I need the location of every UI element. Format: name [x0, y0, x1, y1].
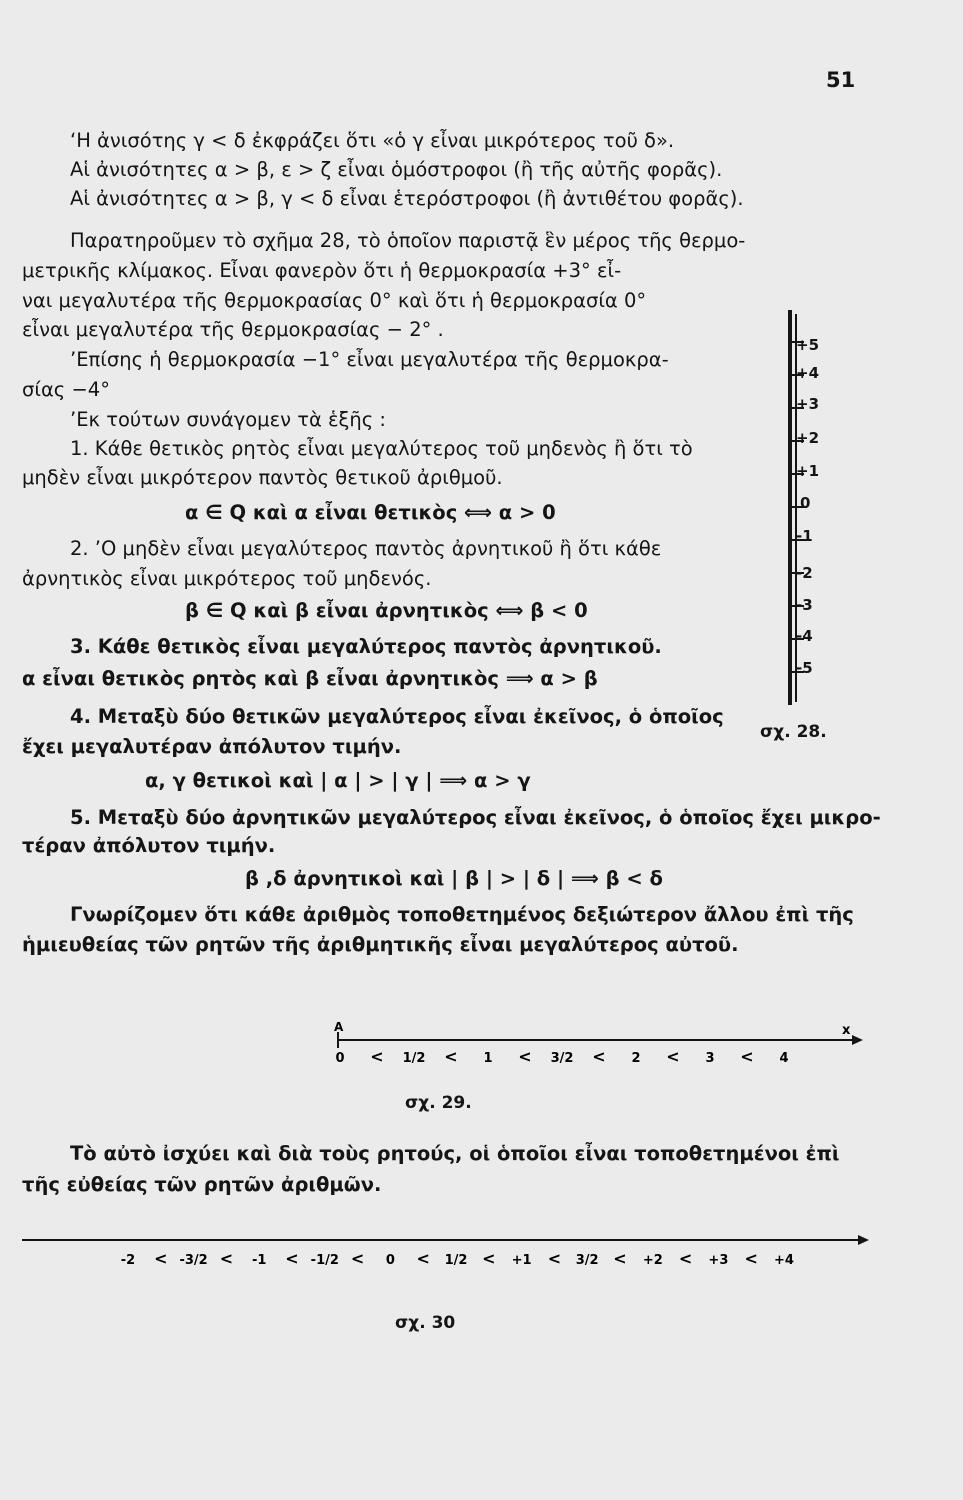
less-than-sign: < [444, 1047, 458, 1066]
formula-line: β ∈ Q καὶ β εἶναι ἀρνητικὸς ⟺ β < 0 [185, 599, 588, 622]
number-label: 3 [705, 1051, 715, 1066]
text-line: μηδὲν εἶναι μικρότερον παντὸς θετικοῦ ἀριθμοῦ. [22, 466, 503, 489]
page-number: 51 [826, 68, 856, 92]
text-line: ’Εκ τούτων συνάγομεν τὰ ἑξῆς : [70, 408, 386, 431]
number-label: -3/2 [179, 1253, 208, 1268]
rational-line-figure [22, 1228, 870, 1278]
less-than-sign: < [547, 1249, 562, 1268]
number-label: 1/2 [444, 1253, 468, 1268]
less-than-sign: < [350, 1249, 365, 1268]
number-label: -2 [120, 1253, 136, 1268]
text-line: ναι μεγαλυτέρα τῆς θερμοκρασίας 0° καὶ ὅτι ἡ θερμοκρασία 0° [22, 289, 647, 312]
figure-caption: σχ. 28. [760, 722, 827, 742]
thermometer-label: -2 [796, 564, 813, 582]
text-line: ‘Η ἀνισότης γ < δ ἐκφράζει ὅτι «ὁ γ εἶναι μικρότερος τοῦ δ». [70, 129, 675, 152]
number-label: -1 [251, 1253, 267, 1268]
thermometer-label: +4 [796, 364, 820, 382]
less-than-sign: < [482, 1249, 496, 1268]
half-line-figure [330, 1022, 865, 1072]
text-line: 1. Κάθε θετικὸς ρητὸς εἶναι μεγαλύτερος τοῦ μηδενὸς ἢ ὅτι τὸ [70, 437, 693, 460]
thermometer-label: +5 [796, 336, 820, 354]
text-line: σίας −4° [22, 378, 110, 401]
figure-caption: σχ. 30 [395, 1313, 456, 1333]
number-label: 1 [483, 1051, 493, 1066]
formula-line: α, γ θετικοὶ καὶ | α | > | γ | ⟹ α > γ [145, 769, 531, 792]
text-line: Αἱ ἀνισότητες α > β, γ < δ εἶναι ἑτερόστροφοι (ἢ ἀντιθέτου φορᾶς). [70, 187, 744, 210]
less-than-sign: < [285, 1249, 299, 1268]
number-label: 3/2 [575, 1253, 599, 1268]
less-than-sign: < [518, 1047, 532, 1066]
arrow-right-icon [858, 1235, 869, 1245]
text-line: μετρικῆς κλίμακος. Εἶναι φανερὸν ὅτι ἡ θερμοκρασία +3° εἶ- [22, 259, 622, 282]
less-than-sign: < [678, 1249, 693, 1268]
thermometer-label: -1 [796, 527, 813, 545]
text-line: 5. Μεταξὺ δύο ἀρνητικῶν μεγαλύτερος εἶναι ἐκεῖνος, ὁ ὁποῖος ἔχει μικρο- [70, 806, 881, 829]
arrow-right-icon [852, 1035, 863, 1045]
text-line: Τὸ αὐτὸ ἰσχύει καὶ διὰ τοὺς ρητούς, οἱ ὁποῖοι εἶναι τοποθετημένοι ἐπὶ [70, 1142, 840, 1165]
formula-line: β ,δ ἀρνητικοὶ καὶ | β | > | δ | ⟹ β < δ [245, 867, 663, 890]
text-line: ἡμιευθείας τῶν ρητῶν τῆς ἀριθμητικῆς εἶναι μεγαλύτερος αὐτοῦ. [22, 933, 739, 956]
text-line: ἔχει μεγαλυτέραν ἀπόλυτον τιμήν. [22, 735, 402, 758]
thermometer-label: +3 [796, 395, 820, 413]
number-label: +3 [708, 1253, 729, 1268]
text-line: ἀρνητικὸς εἶναι μικρότερος τοῦ μηδενός. [22, 567, 432, 590]
number-label: 0 [335, 1051, 345, 1066]
less-than-sign: < [154, 1249, 168, 1268]
thermometer-tube [788, 310, 792, 705]
text-line: Αἱ ἀνισότητες α > β, ε > ζ εἶναι ὁμόστροφοι (ἢ τῆς αὐτῆς φορᾶς). [70, 158, 723, 181]
text-line: Γνωρίζομεν ὅτι κάθε ἀριθμὸς τοποθετημένος δεξιώτερον ἄλλου ἐπὶ τῆς [70, 903, 854, 926]
less-than-sign: < [740, 1047, 754, 1066]
text-line: 4. Μεταξὺ δύο θετικῶν μεγαλύτερος εἶναι ἐκεῖνος, ὁ ὁποῖος [70, 705, 724, 728]
end-label: x [842, 1023, 851, 1038]
text-line: 2. ’Ο μηδὲν εἶναι μεγαλύτερος παντὸς ἀρνητικοῦ ἢ ὅτι κάθε [70, 537, 662, 560]
number-label: 1/2 [402, 1051, 426, 1066]
number-label: +2 [642, 1253, 663, 1268]
number-label: +1 [511, 1253, 532, 1268]
thermometer-label: +2 [796, 429, 820, 447]
less-than-sign: < [592, 1047, 606, 1066]
text-line: εἶναι μεγαλυτέρα τῆς θερμοκρασίας − 2° . [22, 318, 444, 341]
less-than-sign: < [744, 1249, 758, 1268]
less-than-sign: < [219, 1249, 234, 1268]
number-label: +4 [774, 1253, 794, 1268]
number-label: 2 [631, 1051, 641, 1066]
origin-label: A [334, 1020, 344, 1034]
less-than-sign: < [370, 1047, 384, 1066]
less-than-sign: < [666, 1047, 680, 1066]
text-line: τῆς εὐθείας τῶν ρητῶν ἀριθμῶν. [22, 1173, 382, 1196]
number-label: 3/2 [550, 1051, 574, 1066]
text-line: τέραν ἀπόλυτον τιμήν. [22, 834, 276, 857]
number-label: 0 [385, 1253, 395, 1268]
thermometer-label: 0 [800, 494, 811, 512]
text-line: Παρατηροῦμεν τὸ σχῆμα 28, τὸ ὁποῖον παριστᾷ ἓν μέρος τῆς θερμο- [70, 229, 746, 252]
thermometer-label: +1 [796, 462, 820, 480]
text-line: 3. Κάθε θετικὸς εἶναι μεγαλύτερος παντὸς ἀρνητικοῦ. [70, 635, 662, 658]
thermometer-label: -3 [796, 596, 813, 614]
thermometer-label: -5 [796, 659, 813, 677]
number-label: -1/2 [310, 1253, 339, 1268]
formula-line: α εἶναι θετικὸς ρητὸς καὶ β εἶναι ἀρνητικὸς ⟹ α > β [22, 667, 598, 690]
thermometer-label: -4 [796, 627, 813, 645]
text-line: ’Επίσης ἡ θερμοκρασία −1° εἶναι μεγαλυτέρα τῆς θερμοκρα- [70, 348, 669, 371]
figure-caption: σχ. 29. [405, 1093, 472, 1113]
formula-line: α ∈ Q καὶ α εἶναι θετικὸς ⟺ α > 0 [185, 501, 556, 524]
less-than-sign: < [416, 1249, 430, 1268]
less-than-sign: < [613, 1249, 627, 1268]
number-label: 4 [779, 1051, 789, 1066]
